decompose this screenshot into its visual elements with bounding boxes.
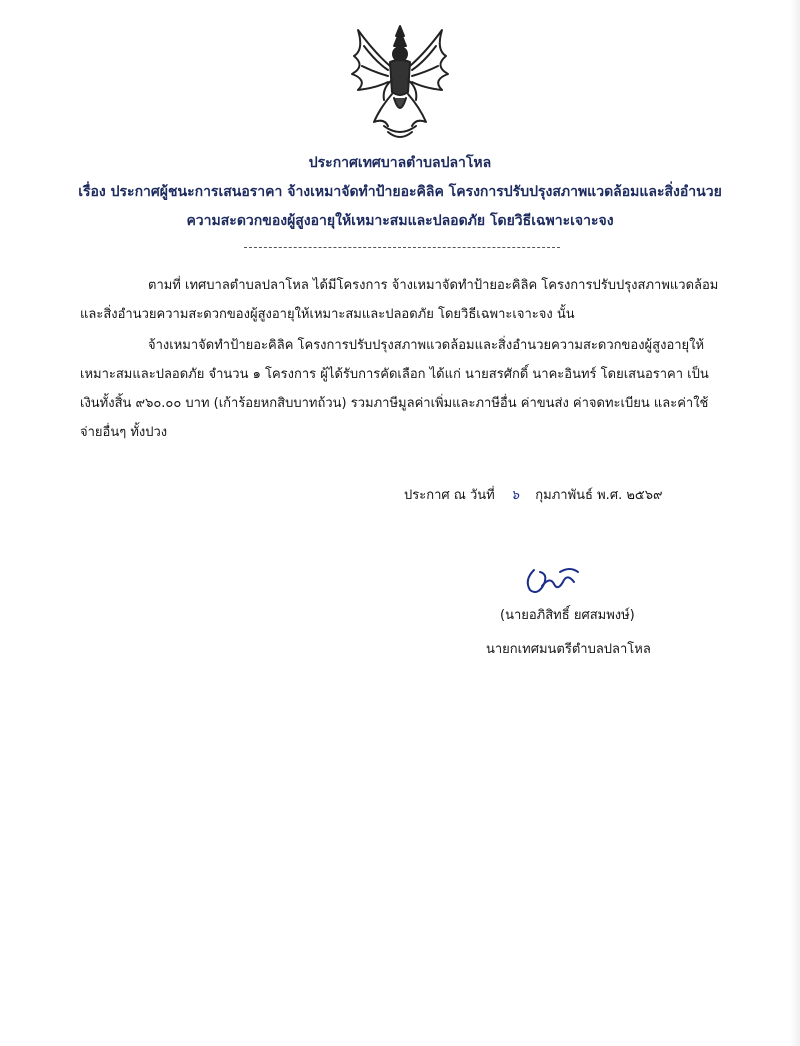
- paragraph-2-line-4: จ่ายอื่นๆ ทั้งปวง: [80, 425, 168, 440]
- paragraph-2-line-1: จ้างเหมาจัดทำป้ายอะคิลิค โครงการปรับปรุงสภาพแวดล้อมและสิ่งอำนวยความสะดวกของผู้สูงอายุให้: [148, 338, 705, 353]
- paragraph-2-line-3: เงินทั้งสิ้น ๙๖๐.๐๐ บาท (เก้าร้อยหกสิบบาทถ้วน) รวมภาษีมูลค่าเพิ่มและภาษีอื่น ค่าขนส่ง ค่าจดทะเบียน และค่าใช้: [80, 396, 709, 411]
- scan-edge-shadow: [790, 0, 800, 1046]
- signatory-name: (นายอภิสิทธิ์ ยศสมพงษ์): [500, 608, 635, 623]
- signature-mark: [520, 562, 582, 598]
- date-month-year: กุมภาพันธ์ พ.ศ. ๒๕๖๙: [535, 488, 663, 503]
- paragraph-2-line-2: เหมาะสมและปลอดภัย จำนวน ๑ โครงการ ผู้ได้รับการคัดเลือก ได้แก่ นายสรศักดิ์ นาคะอินทร์ โดยเสนอราคา เป็น: [80, 367, 709, 382]
- date-line: [404, 484, 663, 505]
- header-subject-line-2: ความสะดวกของผู้สูงอายุให้เหมาะสมและปลอดภัย โดยวิธีเฉพาะเจาะจง: [186, 213, 614, 229]
- header-divider: [244, 247, 560, 248]
- paragraph-1-line-1: ตามที่ เทศบาลตำบลปลาโหล ได้มีโครงการ จ้างเหมาจัดทำป้ายอะคิลิค โครงการปรับปรุงสภาพแวดล้อม: [148, 278, 719, 293]
- header-subject-line-1: เรื่อง ประกาศผู้ชนะการเสนอราคา จ้างเหมาจัดทำป้ายอะคิลิค โครงการปรับปรุงสภาพแวดล้อมและสิ่งอำนวย: [78, 184, 722, 200]
- paragraph-1-line-2: และสิ่งอำนวยความสะดวกของผู้สูงอายุให้เหมาะสมและปลอดภัย โดยวิธีเฉพาะเจาะจง นั้น: [80, 307, 575, 322]
- date-day: ๖: [510, 488, 520, 503]
- date-prefix: ประกาศ ณ วันที่: [404, 488, 495, 503]
- header-title: ประกาศเทศบาลตำบลปลาโหล: [308, 155, 492, 171]
- garuda-emblem: [344, 22, 456, 144]
- signatory-position: นายกเทศมนตรีตำบลปลาโหล: [486, 642, 651, 657]
